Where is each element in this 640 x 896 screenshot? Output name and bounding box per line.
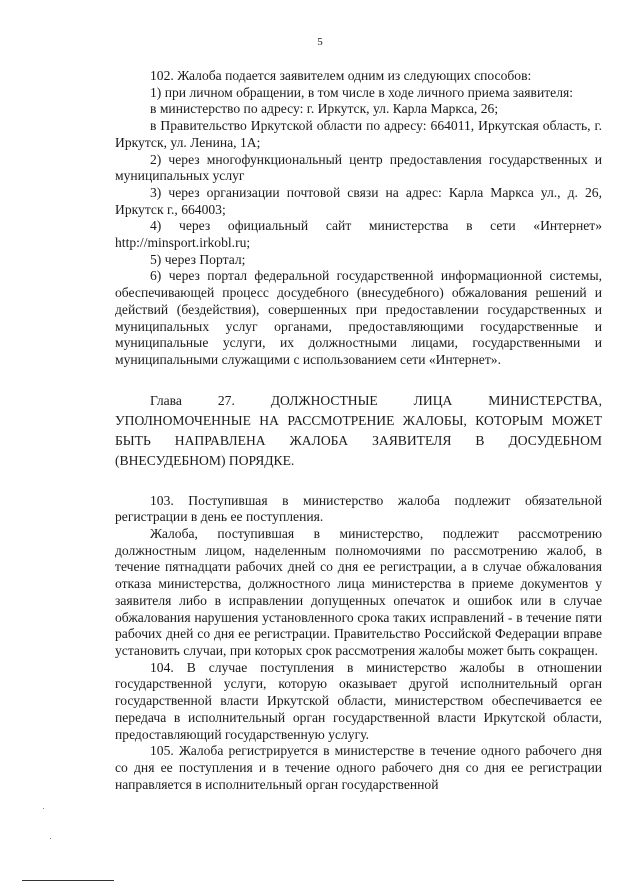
list-item-2: 2) через многофункциональный центр предоставления государственных и муниципальных услуг <box>115 151 602 184</box>
footnote-rule <box>22 880 114 881</box>
paragraph-103-complaint: Жалоба, поступившая в министерство, подлежит рассмотрению должностным лицом, наделенным полномочиями по рассмотрению жалоб, в течение пятнадцати рабочих дней со дня ее регистрации, а в случае обжалования отказа министерства, должностного лица министерства в приеме документов у заявителя либо в исправлении допущенных опечаток и ошибок или в случае обжалования нарушения установленного срока таких исправлений - в течение пяти рабочих дней со дня ее регистрации. Правительство Российской Федерации вправе установить случаи, при которых срок рассмотрения жалобы может быть сокращен. <box>115 526 602 658</box>
paragraph-103: 103. Поступившая в министерство жалоба подлежит обязательной регистрации в день ее поступления. <box>115 492 602 525</box>
page-number: 5 <box>317 36 323 48</box>
paragraph-102: 102. Жалоба подается заявителем одним из следующих способов: <box>150 68 532 83</box>
list-item-6: 6) через портал федеральной государственной информационной системы, обеспечивающей процесс досудебного (внесудебного) обжалования решений и действий (бездействия), совершенных при предоставлении государственных и муниципальных услуг органами, предоставляющими государственные и муниципальные услуги, их должностными лицами, государственными и муниципальными служащими с использованием сети «Интернет». <box>115 268 602 367</box>
scan-speck <box>50 838 51 839</box>
list-item-5: 5) через Портал; <box>150 251 246 267</box>
document-body <box>115 68 602 793</box>
list-item-3: 3) через организации почтовой связи на адрес: Карла Маркса ул., д. 26, Иркутск г., 664003; <box>115 184 602 217</box>
list-item-4: 4) через официальный сайт министерства в сети «Интернет» http://minsport.irkobl.ru; <box>115 218 602 251</box>
scan-speck <box>43 808 44 809</box>
chapter-heading: Глава 27. ДОЛЖНОСТНЫЕ ЛИЦА МИНИСТЕРСТВА, УПОЛНОМОЧЕННЫЕ НА РАССМОТРЕНИЕ ЖАЛОБЫ, КОТОРЫМ МОЖЕТ БЫТЬ НАПРАВЛЕНА ЖАЛОБА ЗАЯВИТЕЛЯ В ДОСУДЕБНОМ (ВНЕСУДЕБНОМ) ПОРЯДКЕ. <box>115 392 602 468</box>
address-ministry: в министерство по адресу: г. Иркутск, ул. Карла Маркса, 26; <box>150 101 499 117</box>
paragraph-105: 105. Жалоба регистрируется в министерстве в течение одного рабочего дня со дня ее поступления и в течение одного рабочего дня со дня ее регистрации направляется в исполнительный орган государственной <box>115 743 602 792</box>
list-item-1: 1) при личном обращении, в том числе в ходе личного приема заявителя: <box>150 84 574 100</box>
chapter-heading-block <box>115 391 602 471</box>
paragraph-104: 104. В случае поступления в министерство жалобы в отношении государственной услуги, которую оказывает другой исполнительный орган государственной власти Иркутской области, министерством обеспечивается ее передача в исполнительный орган государственной власти Иркутской области, предоставляющий государственную услугу. <box>115 659 602 742</box>
address-government: в Правительство Иркутской области по адресу: 664011, Иркутская область, г. Иркутск, ул. Ленина, 1А; <box>115 118 602 150</box>
